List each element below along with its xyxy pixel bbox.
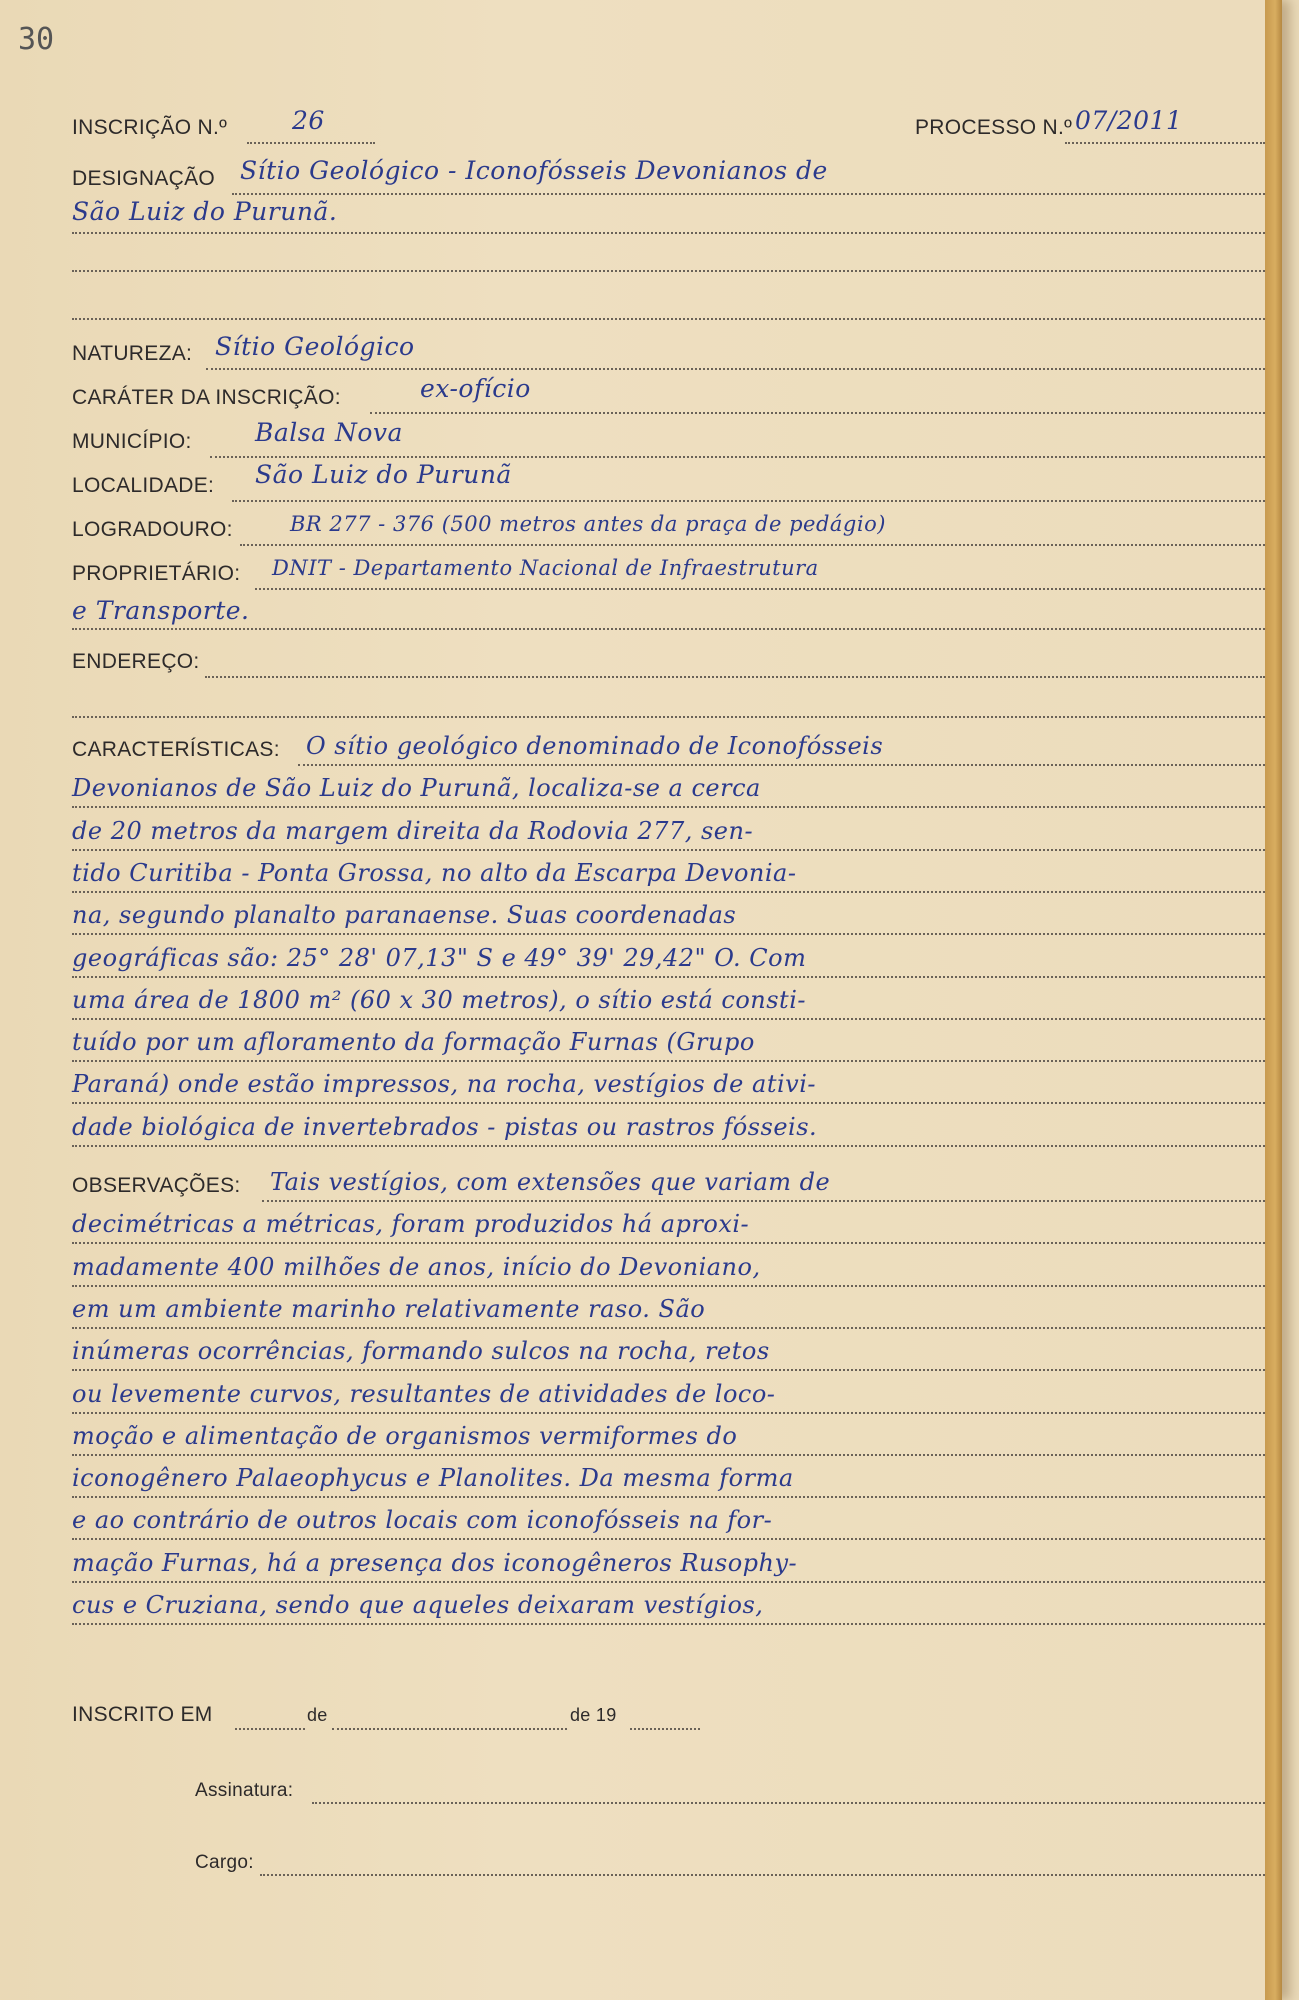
processo-value: 07/2011 <box>1075 106 1183 135</box>
handwritten-line: uma área de 1800 m² (60 x 30 metros), o sítio está consti- <box>72 985 806 1014</box>
blank-line-1 <box>72 270 1265 272</box>
assinatura-label: Assinatura: <box>195 1780 294 1801</box>
handwritten-line: iconogênero Palaeophycus e Planolites. Da mesma forma <box>72 1464 794 1493</box>
endereco-dots <box>205 676 1265 678</box>
ruled-line <box>72 1412 1265 1414</box>
caracteristicas-label: CARACTERÍSTICAS: <box>72 738 280 761</box>
cargo-dots <box>260 1874 1265 1876</box>
page-number: 30 <box>18 22 55 57</box>
ruled-line <box>72 1496 1265 1498</box>
handwritten-line: Tais vestígios, com extensões que variam de <box>270 1168 831 1196</box>
designacao-dots-2 <box>72 232 1265 234</box>
handwritten-line: de 20 metros da margem direita da Rodovia 277, sen- <box>72 816 754 845</box>
logradouro-value: BR 277 - 376 (500 metros antes da praça de pedágio) <box>290 512 886 536</box>
blank-line-2 <box>72 318 1265 320</box>
designacao-dots <box>232 193 1265 195</box>
ruled-line <box>72 1538 1265 1540</box>
handwritten-line: dade biológica de invertebrados - pistas ou rastros fósseis. <box>72 1112 818 1141</box>
carater-dots <box>370 412 1265 414</box>
ruled-line <box>262 1200 1265 1202</box>
proprietario-label: PROPRIETÁRIO: <box>72 562 241 585</box>
municipio-dots <box>210 456 1265 458</box>
ruled-line <box>72 1369 1265 1371</box>
proprietario-dots-2 <box>72 628 1265 630</box>
de-label-1: de <box>307 1705 328 1725</box>
inscricao-label: INSCRIÇÃO N.º <box>72 116 228 139</box>
handwritten-line: geográficas são: 25° 28' 07,13" S e 49° 39' 29,42" O. Com <box>72 943 807 972</box>
de-label-2: de 19 <box>570 1705 617 1725</box>
localidade-value: São Luiz do Purunã <box>255 460 512 489</box>
handwritten-line: em um ambiente marinho relativamente raso. São <box>72 1294 706 1323</box>
ruled-line <box>72 849 1265 851</box>
logradouro-dots <box>240 544 1265 546</box>
handwritten-line: mação Furnas, há a presença dos iconogêneros Rusophy- <box>72 1548 798 1577</box>
ruled-line <box>72 1285 1265 1287</box>
localidade-dots <box>232 500 1265 502</box>
ruled-line <box>72 976 1265 978</box>
ruled-line <box>72 1102 1265 1104</box>
designacao-line-2: São Luiz do Purunã. <box>72 197 338 226</box>
handwritten-line: tuído por um afloramento da formação Furnas (Grupo <box>72 1028 755 1057</box>
inscricao-value: 26 <box>292 106 325 135</box>
endereco-label: ENDEREÇO: <box>72 650 200 673</box>
inscrito-year-dots <box>630 1728 700 1730</box>
proprietario-line-2: e Transporte. <box>72 596 250 625</box>
proprietario-line-1: DNIT - Departamento Nacional de Infraestrutura <box>272 556 819 580</box>
ruled-line <box>72 1060 1265 1062</box>
handwritten-line: O sítio geológico denominado de Iconofósseis <box>306 732 884 760</box>
natureza-label: NATUREZA: <box>72 342 193 365</box>
carater-value: ex-ofício <box>420 374 531 403</box>
natureza-value: Sítio Geológico <box>215 332 415 361</box>
processo-label: PROCESSO N.º <box>915 116 1073 139</box>
ruled-line <box>72 1623 1265 1625</box>
handwritten-line: ou levemente curvos, resultantes de atividades de loco- <box>72 1379 776 1408</box>
handwritten-line: e ao contrário de outros locais com iconofósseis na for- <box>72 1506 773 1535</box>
ruled-line <box>72 891 1265 893</box>
handwritten-line: Devonianos de São Luiz do Purunã, localiza-se a cerca <box>72 774 761 803</box>
inscrito-em-label: INSCRITO EM <box>72 1703 213 1726</box>
designacao-line-1: Sítio Geológico - Iconofósseis Devonianos de <box>240 156 828 185</box>
handwritten-line: na, segundo planalto paranaense. Suas coordenadas <box>72 901 737 930</box>
handwritten-line: decimétricas a métricas, foram produzidos há aproxi- <box>72 1210 750 1239</box>
endereco-dots-2 <box>72 716 1265 718</box>
localidade-label: LOCALIDADE: <box>72 474 215 497</box>
inscrito-month-dots <box>332 1728 567 1730</box>
ruled-line <box>72 933 1265 935</box>
ruled-line <box>298 764 1265 766</box>
municipio-value: Balsa Nova <box>255 418 403 447</box>
natureza-dots <box>206 368 1265 370</box>
ruled-line <box>72 1242 1265 1244</box>
ruled-line <box>72 1018 1265 1020</box>
cargo-label: Cargo: <box>195 1852 254 1873</box>
designacao-label: DESIGNAÇÃO <box>72 167 216 190</box>
proprietario-dots <box>255 588 1265 590</box>
page-edge <box>1265 0 1282 2000</box>
inscrito-day-dots <box>235 1728 305 1730</box>
handwritten-line: Paraná) onde estão impressos, na rocha, vestígios de ativi- <box>72 1070 816 1099</box>
handwritten-line: cus e Cruziana, sendo que aqueles deixaram vestígios, <box>72 1591 764 1619</box>
handwritten-line: moção e alimentação de organismos vermiformes do <box>72 1421 738 1450</box>
assinatura-dots <box>312 1802 1265 1804</box>
carater-label: CARÁTER DA INSCRIÇÃO: <box>72 386 341 409</box>
handwritten-line: tido Curitiba - Ponta Grossa, no alto da Escarpa Devonia- <box>72 858 797 887</box>
observacoes-label: OBSERVAÇÕES: <box>72 1174 241 1197</box>
ruled-line <box>72 1145 1265 1147</box>
processo-dots <box>1065 142 1265 144</box>
handwritten-line: inúmeras ocorrências, formando sulcos na rocha, retos <box>72 1337 770 1366</box>
ruled-line <box>72 806 1265 808</box>
logradouro-label: LOGRADOURO: <box>72 518 233 541</box>
inscricao-dots <box>247 142 375 144</box>
municipio-label: MUNICÍPIO: <box>72 430 192 453</box>
ruled-line <box>72 1327 1265 1329</box>
ruled-line <box>72 1454 1265 1456</box>
handwritten-line: madamente 400 milhões de anos, início do Devoniano, <box>72 1252 761 1281</box>
ruled-line <box>72 1581 1265 1583</box>
